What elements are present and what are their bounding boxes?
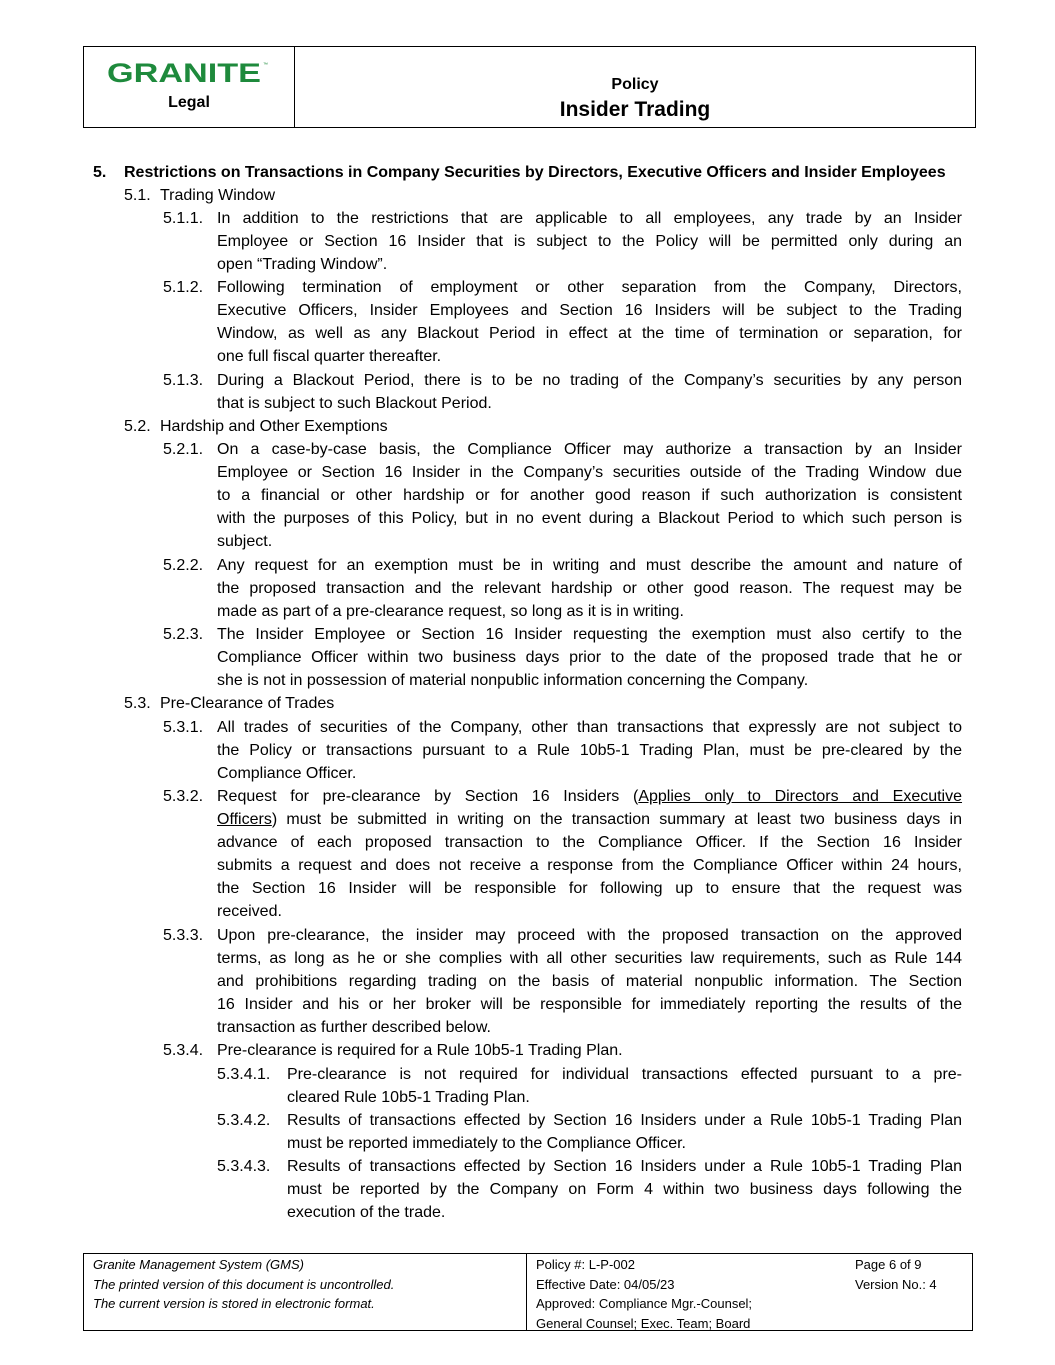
item-text: with the purposes of this Policy, but in no event during a Blackout Period to which such person is bbox=[217, 510, 962, 527]
item-text: The Insider Employee or Section 16 Insider requesting the exemption must also certify to the bbox=[217, 626, 962, 643]
underlined-text: Applies only to Directors and Executive bbox=[638, 788, 963, 805]
item-number: 5.1.3. bbox=[163, 372, 204, 389]
item-number: 5.2.1. bbox=[163, 441, 204, 458]
item-text: Upon pre-clearance, the insider may proceed with the proposed transaction on the approved bbox=[217, 927, 962, 944]
item-text: Compliance Officer. bbox=[217, 765, 357, 782]
item-text: execution of the trade. bbox=[287, 1204, 446, 1221]
item-text: Following termination of employment or other separation from the Company, Directors, bbox=[217, 279, 962, 296]
item-number: 5.3.4.2. bbox=[217, 1112, 271, 1129]
item-number: 5.3. bbox=[124, 695, 151, 712]
item-text: advance of each proposed transaction to the Compliance Officer. If the Section 16 Insider bbox=[217, 834, 962, 851]
item-number: 5.3.2. bbox=[163, 788, 204, 805]
item-text: cleared Rule 10b5-1 Trading Plan. bbox=[287, 1089, 530, 1106]
item-text: the proposed transaction and the relevant hardship or other good reason. The request may be bbox=[217, 580, 962, 597]
item-text: Results of transactions effected by Section 16 Insiders under a Rule 10b5-1 Trading Plan bbox=[287, 1112, 962, 1129]
granite-logo-text: GRANITE bbox=[107, 59, 261, 85]
item-text: one full fiscal quarter thereafter. bbox=[217, 348, 442, 365]
item-text: made as part of a pre-clearance request, so long as it is in writing. bbox=[217, 603, 684, 620]
footer-system-name: Granite Management System (GMS) bbox=[93, 1257, 304, 1272]
section-title: Restrictions on Transactions in Company Securities by Directors, Executive Officers and Insider Employees bbox=[124, 164, 946, 181]
item-number: 5.2.2. bbox=[163, 557, 204, 574]
item-text: received. bbox=[217, 903, 282, 920]
item-number: 5.2.3. bbox=[163, 626, 204, 643]
item-text bbox=[217, 808, 962, 831]
item-number: 5.1. bbox=[124, 187, 151, 204]
approved-by-continued: General Counsel; Exec. Team; Board bbox=[536, 1315, 751, 1331]
item-text: to a financial or other hardship or for another good reason if such authorization is consistent bbox=[217, 487, 962, 504]
document-header bbox=[83, 46, 976, 128]
item-text: Results of transactions effected by Section 16 Insiders under a Rule 10b5-1 Trading Plan bbox=[287, 1158, 962, 1175]
item-text: and prohibitions regarding trading on the basis of material nonpublic information. The Section bbox=[217, 973, 962, 990]
item-text: Compliance Officer within two business days prior to the date of the proposed trade that he or bbox=[217, 649, 962, 666]
footer-policy-info bbox=[527, 1254, 846, 1330]
underlined-text: Officers bbox=[217, 811, 272, 828]
document-footer bbox=[83, 1253, 973, 1331]
item-text: Employee or Section 16 Insider in the Company’s securities outside of the Trading Window due bbox=[217, 464, 962, 481]
item-text-part: Request for pre-clearance by Section 16 Insiders ( bbox=[217, 788, 639, 805]
item-text: Executive Officers, Insider Employees and Section 16 Insiders will be subject to the Trading bbox=[217, 302, 962, 319]
header-subtitle: Policy bbox=[611, 76, 659, 93]
trademark-icon: ™ bbox=[263, 62, 268, 68]
item-text: On a case-by-case basis, the Compliance Officer may authorize a transaction by an Insider bbox=[217, 441, 962, 458]
item-text: In addition to the restrictions that are applicable to all employees, any trade by an Insider bbox=[217, 210, 962, 227]
item-number: 5.1.1. bbox=[163, 210, 204, 227]
item-text: she is not in possession of material nonpublic information concerning the Company. bbox=[217, 672, 809, 689]
header-title-cell bbox=[295, 47, 975, 127]
item-text-part: ) must be submitted in writing on the transaction summary at least two business days in bbox=[271, 811, 962, 828]
item-number: 5.1.2. bbox=[163, 279, 204, 296]
item-text: open “Trading Window”. bbox=[217, 256, 388, 273]
item-text: Pre-clearance is required for a Rule 10b5-1 Trading Plan. bbox=[217, 1042, 623, 1059]
item-text: must be reported immediately to the Compliance Officer. bbox=[287, 1135, 686, 1152]
item-text: Window, as well as any Blackout Period in effect at the time of termination or separation, for bbox=[217, 325, 962, 342]
item-text: must be reported by the Company on Form 4 within two business days following the bbox=[287, 1181, 962, 1198]
item-text: the Section 16 Insider will be responsible for following up to ensure that the request was bbox=[217, 880, 962, 897]
approved-by: Approved: Compliance Mgr.-Counsel; bbox=[536, 1296, 753, 1311]
item-text: transaction as further described below. bbox=[217, 1019, 491, 1036]
page-title: Insider Trading bbox=[559, 98, 711, 121]
item-text bbox=[217, 785, 962, 808]
footer-storage-note: The current version is stored in electronic format. bbox=[93, 1296, 375, 1311]
item-text: Any request for an exemption must be in writing and must describe the amount and nature of bbox=[217, 557, 962, 574]
item-number: 5.3.1. bbox=[163, 719, 204, 736]
item-text: During a Blackout Period, there is to be no trading of the Company’s securities by any person bbox=[217, 372, 962, 389]
item-text: Pre-clearance is not required for individual transactions effected pursuant to a pre- bbox=[287, 1066, 962, 1083]
version-number: Version No.: 4 bbox=[855, 1276, 937, 1292]
item-title: Hardship and Other Exemptions bbox=[160, 418, 388, 435]
granite-logo bbox=[107, 59, 271, 85]
item-number: 5.3.4. bbox=[163, 1042, 204, 1059]
item-title: Pre-Clearance of Trades bbox=[160, 695, 335, 712]
item-title: Trading Window bbox=[160, 187, 276, 204]
item-text: subject. bbox=[217, 533, 273, 550]
page-number: Page 6 of 9 bbox=[855, 1257, 922, 1272]
item-text: All trades of securities of the Company, other than transactions that expressly are not subject to bbox=[217, 719, 962, 736]
department-label: Legal bbox=[168, 94, 210, 111]
item-text: terms, as long as he or she complies with all other securities law requirements, such as Rule 144 bbox=[217, 950, 962, 967]
item-text: 16 Insider and his or her broker will be responsible for immediately reporting the results of the bbox=[217, 996, 962, 1013]
item-text: submits a request and does not receive a response from the Compliance Officer within 24 hours, bbox=[217, 857, 962, 874]
item-number: 5.3.3. bbox=[163, 927, 204, 944]
footer-uncontrolled-note: The printed version of this document is uncontrolled. bbox=[93, 1276, 395, 1292]
item-number: 5.2. bbox=[124, 418, 151, 435]
policy-number: Policy #: L-P-002 bbox=[536, 1257, 635, 1272]
effective-date: Effective Date: 04/05/23 bbox=[536, 1276, 675, 1292]
item-text: that is subject to such Blackout Period. bbox=[217, 395, 492, 412]
item-text: Employee or Section 16 Insider that is subject to the Policy will be permitted only during an bbox=[217, 233, 962, 250]
item-text: the Policy or transactions pursuant to a Rule 10b5-1 Trading Plan, must be pre-cleared by the bbox=[217, 742, 962, 759]
footer-system-info bbox=[84, 1254, 527, 1330]
footer-page-info bbox=[846, 1254, 972, 1330]
section-number: 5. bbox=[93, 164, 107, 181]
item-number: 5.3.4.3. bbox=[217, 1158, 271, 1175]
header-brand-cell bbox=[84, 47, 295, 127]
item-number: 5.3.4.1. bbox=[217, 1066, 271, 1083]
